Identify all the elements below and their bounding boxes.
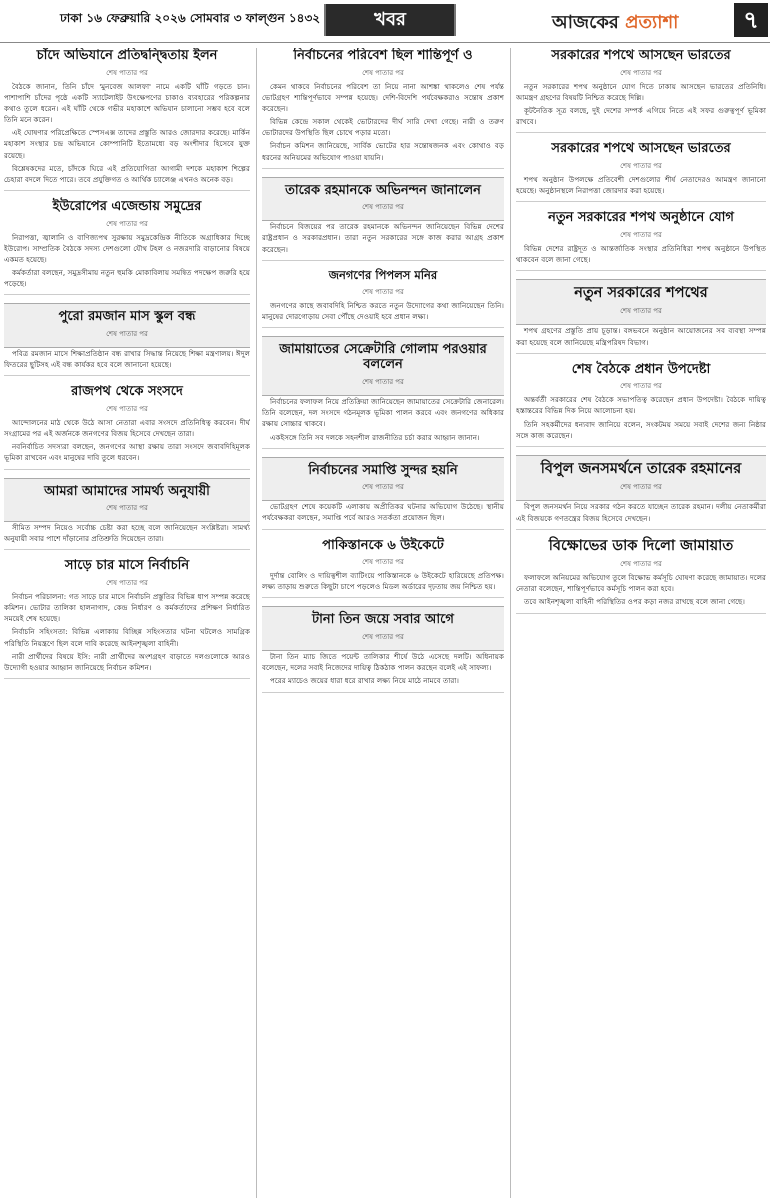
article-body (516, 501, 766, 523)
section-title: খবর (324, 4, 456, 36)
column-divider (256, 48, 257, 1198)
news-article (262, 48, 504, 169)
headline-box (516, 279, 766, 325)
continued-from-label: শেষ পাতার পর (362, 68, 404, 77)
news-article (262, 177, 504, 261)
headline-box (4, 303, 250, 348)
article-paragraph: কেমন থাকবে নির্বাচনের পরিবেশ তা নিয়ে নানা আশঙ্কা থাকলেও শেষ পর্যন্ত ভোটগ্রহণ শান্তিপূর্ণভাবে সম্পন্ন হয়েছে। দেশি-বিদেশি পর্যবেক্ষকরাও সন্তোষ প্রকাশ করেছেন। (262, 81, 504, 113)
continued-from-label: শেষ পাতার পর (362, 378, 404, 387)
article-paragraph: বিপুল জনসমর্থন নিয়ে সরকার গঠন করতে যাচ্ছেন তারেক রহমান। দলীয় নেতাকর্মীরা এই বিজয়কে গণতন্ত্রের বিজয় হিসেবে দেখছেন। (516, 502, 766, 523)
article-paragraph: বিভিন্ন দেশের রাষ্ট্রদূত ও আন্তর্জাতিক সংস্থার প্রতিনিধিরা শপথ অনুষ্ঠানে উপস্থিত থাকবেন বলে জানা গেছে। (516, 243, 766, 264)
article-paragraph: বিভিন্ন কেন্দ্রে সকাল থেকেই ভোটারদের দীর্ঘ সারি দেখা গেছে। নারী ও তরুণ ভোটারদের উপস্থিতি ছিল চোখে পড়ার মতো। (262, 117, 504, 138)
article-paragraph: অন্তর্বর্তী সরকারের শেষ বৈঠকে সভাপতিত্ব করেছেন প্রধান উপদেষ্টা। বৈঠকে দায়িত্ব হস্তান্তরের বিভিন্ন দিক নিয়ে আলোচনা হয়। (516, 395, 766, 416)
masthead-divider (0, 42, 770, 43)
article-paragraph: সীমিত সম্পদ নিয়েও সর্বোচ্চ চেষ্টা করা হচ্ছে বলে জানিয়েছেন সংশ্লিষ্টরা। সামর্থ্য অনুযায়ী সবার পাশে দাঁড়ানোর প্রতিশ্রুতি দিয়েছেন তারা। (4, 523, 250, 544)
article-headline: বিক্ষোভের ডাক দিলো জামায়াত (548, 537, 734, 554)
continued-from-label: শেষ পাতার পর (620, 382, 662, 391)
news-article (516, 455, 766, 530)
article-paragraph: এই ঘোষণার পরিপ্রেক্ষিতে স্পেসএক্স তাদের প্রস্তুতি আরও জোরদার করেছে। মার্কিন মহাকাশ সংস্থার চন্দ্র অভিযানে কোম্পানিটি ইতোমধ্যে বড় অংশীদার হিসেবে যুক্ত রয়েছে। (4, 128, 250, 160)
article-headline: টানা তিন জয়ে সবার আগে (312, 612, 454, 628)
article-body (262, 300, 504, 322)
news-article (516, 48, 766, 133)
article-headline: সরকারের শপথে আসছেন ভারতের (551, 48, 731, 63)
article-headline: নতুন সরকারের শপথ অনুষ্ঠানে যোগ (548, 210, 734, 226)
article-paragraph: পরের ম্যাচেও জয়ের ধারা ধরে রাখার লক্ষ্য নিয়ে মাঠে নামবে তারা। (270, 676, 459, 686)
article-paragraph: শপথ গ্রহণের প্রস্তুতি প্রায় চূড়ান্ত। বঙ্গভবনে অনুষ্ঠান আয়োজনের সব ব্যবস্থা সম্পন্ন করা হয়েছে বলে জানিয়েছে মন্ত্রিপরিষদ বিভাগ। (516, 326, 766, 347)
article-paragraph: টানা তিন ম্যাচ জিতে পয়েন্ট তালিকার শীর্ষে উঠে এসেছে দলটি। অধিনায়ক বলেছেন, দলের সবাই নিজেদের দায়িত্ব ঠিকঠাক পালন করছেন বলেই এই সাফল্য। (262, 652, 504, 673)
news-article (516, 210, 766, 271)
article-divider (262, 529, 504, 530)
news-article (4, 303, 250, 376)
article-paragraph: নির্বাচনের ফলাফল নিয়ে প্রতিক্রিয়া জানিয়েছেন জামায়াতের সেক্রেটারি জেনারেল। তিনি বলেছেন, দল সংসদে গঠনমূলক ভূমিকা পালন করবে এবং জনগণের অধিকার রক্ষায় সোচ্চার থাকবে। (262, 397, 504, 429)
article-headline: পুরো রমজান মাস স্কুল বন্ধ (58, 309, 196, 325)
headline-box (262, 336, 504, 396)
news-article (262, 538, 504, 599)
article-headline: জনগণের পিপলস মনির (328, 267, 438, 282)
article-paragraph: নির্বাচনে বিজয়ের পর তারেক রহমানকে অভিনন্দন জানিয়েছেন বিভিন্ন দেশের রাষ্ট্রপ্রধান ও সরকারপ্রধান। তারা নতুন সরকারের সঙ্গে কাজ করার আগ্রহ প্রকাশ করেছেন। (262, 222, 504, 254)
article-paragraph: তিনি সহকর্মীদের ধন্যবাদ জানিয়ে বলেন, সংকটময় সময়ে সবাই দেশের জন্য নিষ্ঠার সঙ্গে কাজ করেছেন। (516, 419, 766, 440)
article-headline: চাঁদে অভিযানে প্রতিদ্বন্দ্বিতায় ইলন (36, 48, 218, 63)
article-paragraph: ভোটগ্রহণ শেষে কয়েকটি এলাকায় অপ্রীতিকর ঘটনার অভিযোগ উঠেছে। স্থানীয় পর্যবেক্ষকরা বলছেন, সমাপ্তি পর্বে আরও সতর্কতা প্রয়োজন ছিল। (262, 502, 504, 523)
article-body (516, 394, 766, 441)
news-article (4, 558, 250, 679)
article-divider (516, 446, 766, 447)
article-divider (4, 375, 250, 376)
article-body (4, 522, 250, 544)
continued-from-label: শেষ পাতার পর (362, 633, 404, 642)
news-article (4, 384, 250, 469)
article-divider (516, 529, 766, 530)
article-divider (262, 597, 504, 598)
headline-box (516, 48, 766, 79)
article-body (4, 348, 250, 370)
headline-box (262, 48, 504, 79)
column-left (4, 48, 250, 1198)
article-paragraph: একইসঙ্গে তিনি সব দলকে সহনশীল রাজনীতির চর্চা করার আহ্বান জানান। (270, 432, 480, 442)
article-paragraph: জনগণের কাছে জবাবদিহি নিশ্চিত করতে নতুন উদ্যোগের কথা জানিয়েছেন তিনি। মানুষের দোরগোড়ায় সেবা পৌঁছে দেওয়াই হবে প্রধান লক্ষ্য। (262, 300, 504, 321)
article-headline: নির্বাচনের পরিবেশ ছিল শান্তিপূর্ণ ও (293, 48, 473, 63)
article-headline: নতুন সরকারের শপথের (574, 285, 708, 302)
article-divider (262, 448, 504, 449)
article-body (4, 81, 250, 185)
continued-from-label: শেষ পাতার পর (362, 203, 404, 212)
article-paragraph: কূটনৈতিক সূত্র বলছে, দুই দেশের সম্পর্ক এগিয়ে নিতে এই সফর গুরুত্বপূর্ণ ভূমিকা রাখবে। (516, 105, 766, 127)
article-paragraph: নির্বাচনি সহিংসতা: বিভিন্ন এলাকায় বিচ্ছিন্ন সহিংসতার ঘটনা ঘটলেও সামগ্রিক পরিস্থিতি নিয়ন্ত্রণে ছিল বলে দাবি করেছে আইনশৃঙ্খলা বাহিনী। (4, 627, 250, 648)
masthead (0, 0, 770, 40)
article-paragraph: কর্মকর্তারা বলছেন, সমুদ্রসীমায় নতুন হুমকি মোকাবিলায় সমন্বিত পদক্ষেপ জরুরি হয়ে পড়েছে। (4, 268, 250, 289)
headline-box (4, 384, 250, 415)
headline-box (262, 177, 504, 222)
continued-from-label: শেষ পাতার পর (106, 329, 148, 338)
article-divider (4, 549, 250, 550)
article-divider (262, 327, 504, 328)
article-headline: ইউরোপের এজেন্ডায় সমুদ্রের (52, 199, 202, 214)
news-article (262, 269, 504, 328)
article-body (516, 572, 766, 607)
news-article (262, 457, 504, 530)
article-body (262, 570, 504, 592)
article-divider (262, 168, 504, 169)
column-divider (510, 48, 511, 1198)
article-body (516, 81, 766, 128)
article-divider (262, 692, 504, 693)
column-right (516, 48, 766, 1198)
article-paragraph: নতুন সরকারের শপথ অনুষ্ঠানে যোগ দিতে ঢাকায় আসছেন ভারতের প্রতিনিধি। আমন্ত্রণ গ্রহণের বিষয়টি নিশ্চিত করেছে দিল্লি। (516, 81, 766, 102)
news-article (516, 538, 766, 614)
continued-from-label: শেষ পাতার পর (620, 230, 662, 239)
article-headline: জামায়াতের সেক্রেটারি গোলাম পরওয়ার বললেন (279, 341, 487, 373)
headline-box (262, 269, 504, 298)
news-article (516, 141, 766, 202)
column-middle (262, 48, 504, 1198)
article-divider (516, 613, 766, 614)
article-headline: রাজপথ থেকে সংসদে (71, 384, 183, 400)
article-divider (4, 294, 250, 295)
article-paragraph: নবনির্বাচিত সদস্যরা বলছেন, জনগণের আস্থা রক্ষায় তারা সংসদে জবাবদিহিমূলক ভূমিকা রাখবেন এবং মানুষের দাবি তুলে ধরবেন। (4, 442, 250, 463)
article-body (516, 174, 766, 196)
continued-from-label: শেষ পাতার পর (620, 560, 662, 569)
headline-box (516, 141, 766, 172)
news-article (4, 199, 250, 295)
article-paragraph: শপথ অনুষ্ঠান উপলক্ষে প্রতিবেশী দেশগুলোর শীর্ষ নেতাদেরও আমন্ত্রণ জানানো হয়েছে। অনুষ্ঠানস্থলে নিরাপত্তা জোরদার করা হয়েছে। (516, 174, 766, 195)
article-body (4, 417, 250, 464)
article-divider (4, 678, 250, 679)
headline-box (516, 362, 766, 393)
continued-from-label: শেষ পাতার পর (362, 483, 404, 492)
article-paragraph: আন্দোলনের মাঠ থেকে উঠে আসা নেতারা এবার সংসদে প্রতিনিধিত্ব করবেন। দীর্ঘ সংগ্রামের পর এই অর্জনকে জনগণের বিজয় হিসেবে দেখছেন তারা। (4, 417, 250, 439)
article-divider (4, 190, 250, 191)
article-headline: সাড়ে চার মাসে নির্বাচনি (64, 558, 190, 574)
article-divider (516, 353, 766, 354)
continued-from-label: শেষ পাতার পর (106, 504, 148, 513)
brand-main: প্রত্যাশা (625, 12, 679, 33)
article-divider (516, 270, 766, 271)
news-article (516, 279, 766, 354)
headline-box (262, 457, 504, 502)
continued-from-label: শেষ পাতার পর (620, 68, 662, 77)
article-headline: নির্বাচনের সমাপ্তি সুন্দর হয়নি (308, 462, 458, 478)
article-body (516, 243, 766, 265)
article-headline: শেষ বৈঠকে প্রধান উপদেষ্টা (571, 361, 711, 377)
continued-from-label: শেষ পাতার পর (362, 287, 404, 296)
continued-from-label: শেষ পাতার পর (106, 404, 148, 413)
headline-box (516, 538, 766, 570)
news-article (262, 606, 504, 692)
article-paragraph: ফলাফলে অনিয়মের অভিযোগ তুলে বিক্ষোভ কর্মসূচি ঘোষণা করেছে জামায়াত। দলের নেতারা বলেছেন, শান্তিপূর্ণভাবে কর্মসূচি পালন করা হবে। (516, 573, 766, 594)
article-paragraph: নিরাপত্তা, জ্বালানি ও বাণিজ্যপথ সুরক্ষায় সমুদ্রকেন্দ্রিক নীতিকে অগ্রাধিকার দিচ্ছে ইউরোপ। সাম্প্রতিক বৈঠকে সদস্য দেশগুলো যৌথ টহল ও নজরদারি বাড়ানোর বিষয়ে একমত হয়েছে। (4, 232, 250, 264)
article-paragraph: নির্বাচন পরিচালনা: গত সাড়ে চার মাসে নির্বাচনি প্রস্তুতির বিভিন্ন ধাপ সম্পন্ন করেছে কমিশন। ভোটার তালিকা হালনাগাদ, কেন্দ্র নির্ধারণ ও কর্মকর্তাদের প্রশিক্ষণ নির্ধারিত সময়েই শেষ হয়েছে। (4, 592, 250, 624)
article-body (262, 221, 504, 254)
article-paragraph: দুর্দান্ত বোলিং ও দায়িত্বশীল ব্যাটিংয়ে পাকিস্তানকে ৬ উইকেটে হারিয়েছে প্রতিপক্ষ। লক্ষ্য তাড়ায় শুরুতে কিছুটা চাপে পড়লেও মিডল অর্ডারের দৃঢ়তায় জয় নিশ্চিত হয়। (262, 571, 504, 592)
article-paragraph: নারী প্রার্থীদের বিষয়ে ইসি: নারী প্রার্থীদের অংশগ্রহণ বাড়াতে দলগুলোকে আরও উদ্যোগী হওয়ার আহ্বান জানিয়েছে নির্বাচন কমিশন। (4, 651, 250, 672)
article-headline: আমরা আমাদের সামর্থ্য অনুযায়ী (44, 483, 210, 499)
article-divider (516, 132, 766, 133)
article-headline: তারেক রহমানকে অভিনন্দন জানালেন (285, 182, 481, 198)
continued-from-label: শেষ পাতার পর (362, 558, 404, 567)
article-paragraph: বৈঠকে জানান, তিনি চাঁদে 'মুনবেজ আলফা' নামে একটি ঘাঁটি গড়তে চান। পাশাপাশি চাঁদের পৃষ্ঠে একটি স্যাটেলাইট উৎক্ষেপণের চাকাও ব্যবহারের পরিকল্পনার কথাও তুলে ধরেন। এই ঘাঁটি থেকে গভীর মহাকাশে অভিযান চালানো সম্ভব হবে বলে তিনি মনে করেন। (4, 81, 250, 125)
article-divider (516, 201, 766, 202)
continued-from-label: শেষ পাতার পর (620, 483, 662, 492)
article-headline: বিপুল জনসমর্থনে তারেক রহমানের (540, 460, 742, 477)
article-headline: পাকিস্তানকে ৬ উইকেটে (322, 537, 444, 553)
article-body (262, 501, 504, 523)
article-paragraph: পবিত্র রমজান মাসে শিক্ষাপ্রতিষ্ঠান বন্ধ রাখার সিদ্ধান্ত নিয়েছে শিক্ষা মন্ত্রণালয়। ঈদুল ফিতরের ছুটিসহ এই বন্ধ কার্যকর হবে বলে জানানো হয়েছে। (4, 348, 250, 370)
headline-box (4, 48, 250, 79)
article-paragraph: তবে আইনশৃঙ্খলা বাহিনী পরিস্থিতির ওপর কড়া নজর রাখছে বলে জানা গেছে। (524, 597, 745, 607)
headline-box (4, 558, 250, 589)
continued-from-label: শেষ পাতার পর (106, 579, 148, 587)
article-paragraph: বিশ্লেষকদের মতে, চাঁদকে ঘিরে এই প্রতিযোগিতা আগামী দশকে মহাকাশ শিল্পের চেহারা বদলে দিতে পারে। তবে প্রযুক্তিগত ও আর্থিক চ্যালেঞ্জ এখনও অনেক বড়। (4, 163, 250, 184)
news-article (4, 478, 250, 551)
article-body (262, 396, 504, 443)
headline-box (516, 210, 766, 241)
headline-box (4, 199, 250, 230)
article-body (516, 325, 766, 347)
news-article (4, 48, 250, 191)
article-headline: সরকারের শপথে আসছেন ভারতের (551, 141, 731, 157)
headline-box (516, 455, 766, 501)
page-number: ৭ (734, 3, 768, 37)
article-body (4, 232, 250, 290)
headline-box (262, 606, 504, 651)
continued-from-label: শেষ পাতার পর (620, 161, 662, 170)
article-divider (4, 469, 250, 470)
headline-box (262, 538, 504, 569)
headline-box (4, 478, 250, 523)
brand-prefix: আজকের (552, 12, 619, 33)
newspaper-logo (552, 8, 678, 39)
article-body (262, 81, 504, 163)
article-body (4, 591, 250, 673)
news-article (262, 336, 504, 449)
continued-from-label: শেষ পাতার পর (106, 219, 148, 228)
news-article (516, 362, 766, 447)
article-body (262, 651, 504, 686)
article-paragraph: নির্বাচন কমিশন জানিয়েছে, সার্বিক ভোটের হার সন্তোষজনক এবং কোথাও বড় ধরনের অনিয়মের অভিযোগ পাওয়া যায়নি। (262, 141, 504, 162)
article-divider (262, 260, 504, 261)
continued-from-label: শেষ পাতার পর (620, 307, 662, 316)
date-line: ঢাকা ১৬ ফেব্রুয়ারি ২০২৬ সোমবার ৩ ফাল্গুন ১৪৩২ (60, 11, 321, 25)
continued-from-label: শেষ পাতার পর (106, 68, 148, 77)
